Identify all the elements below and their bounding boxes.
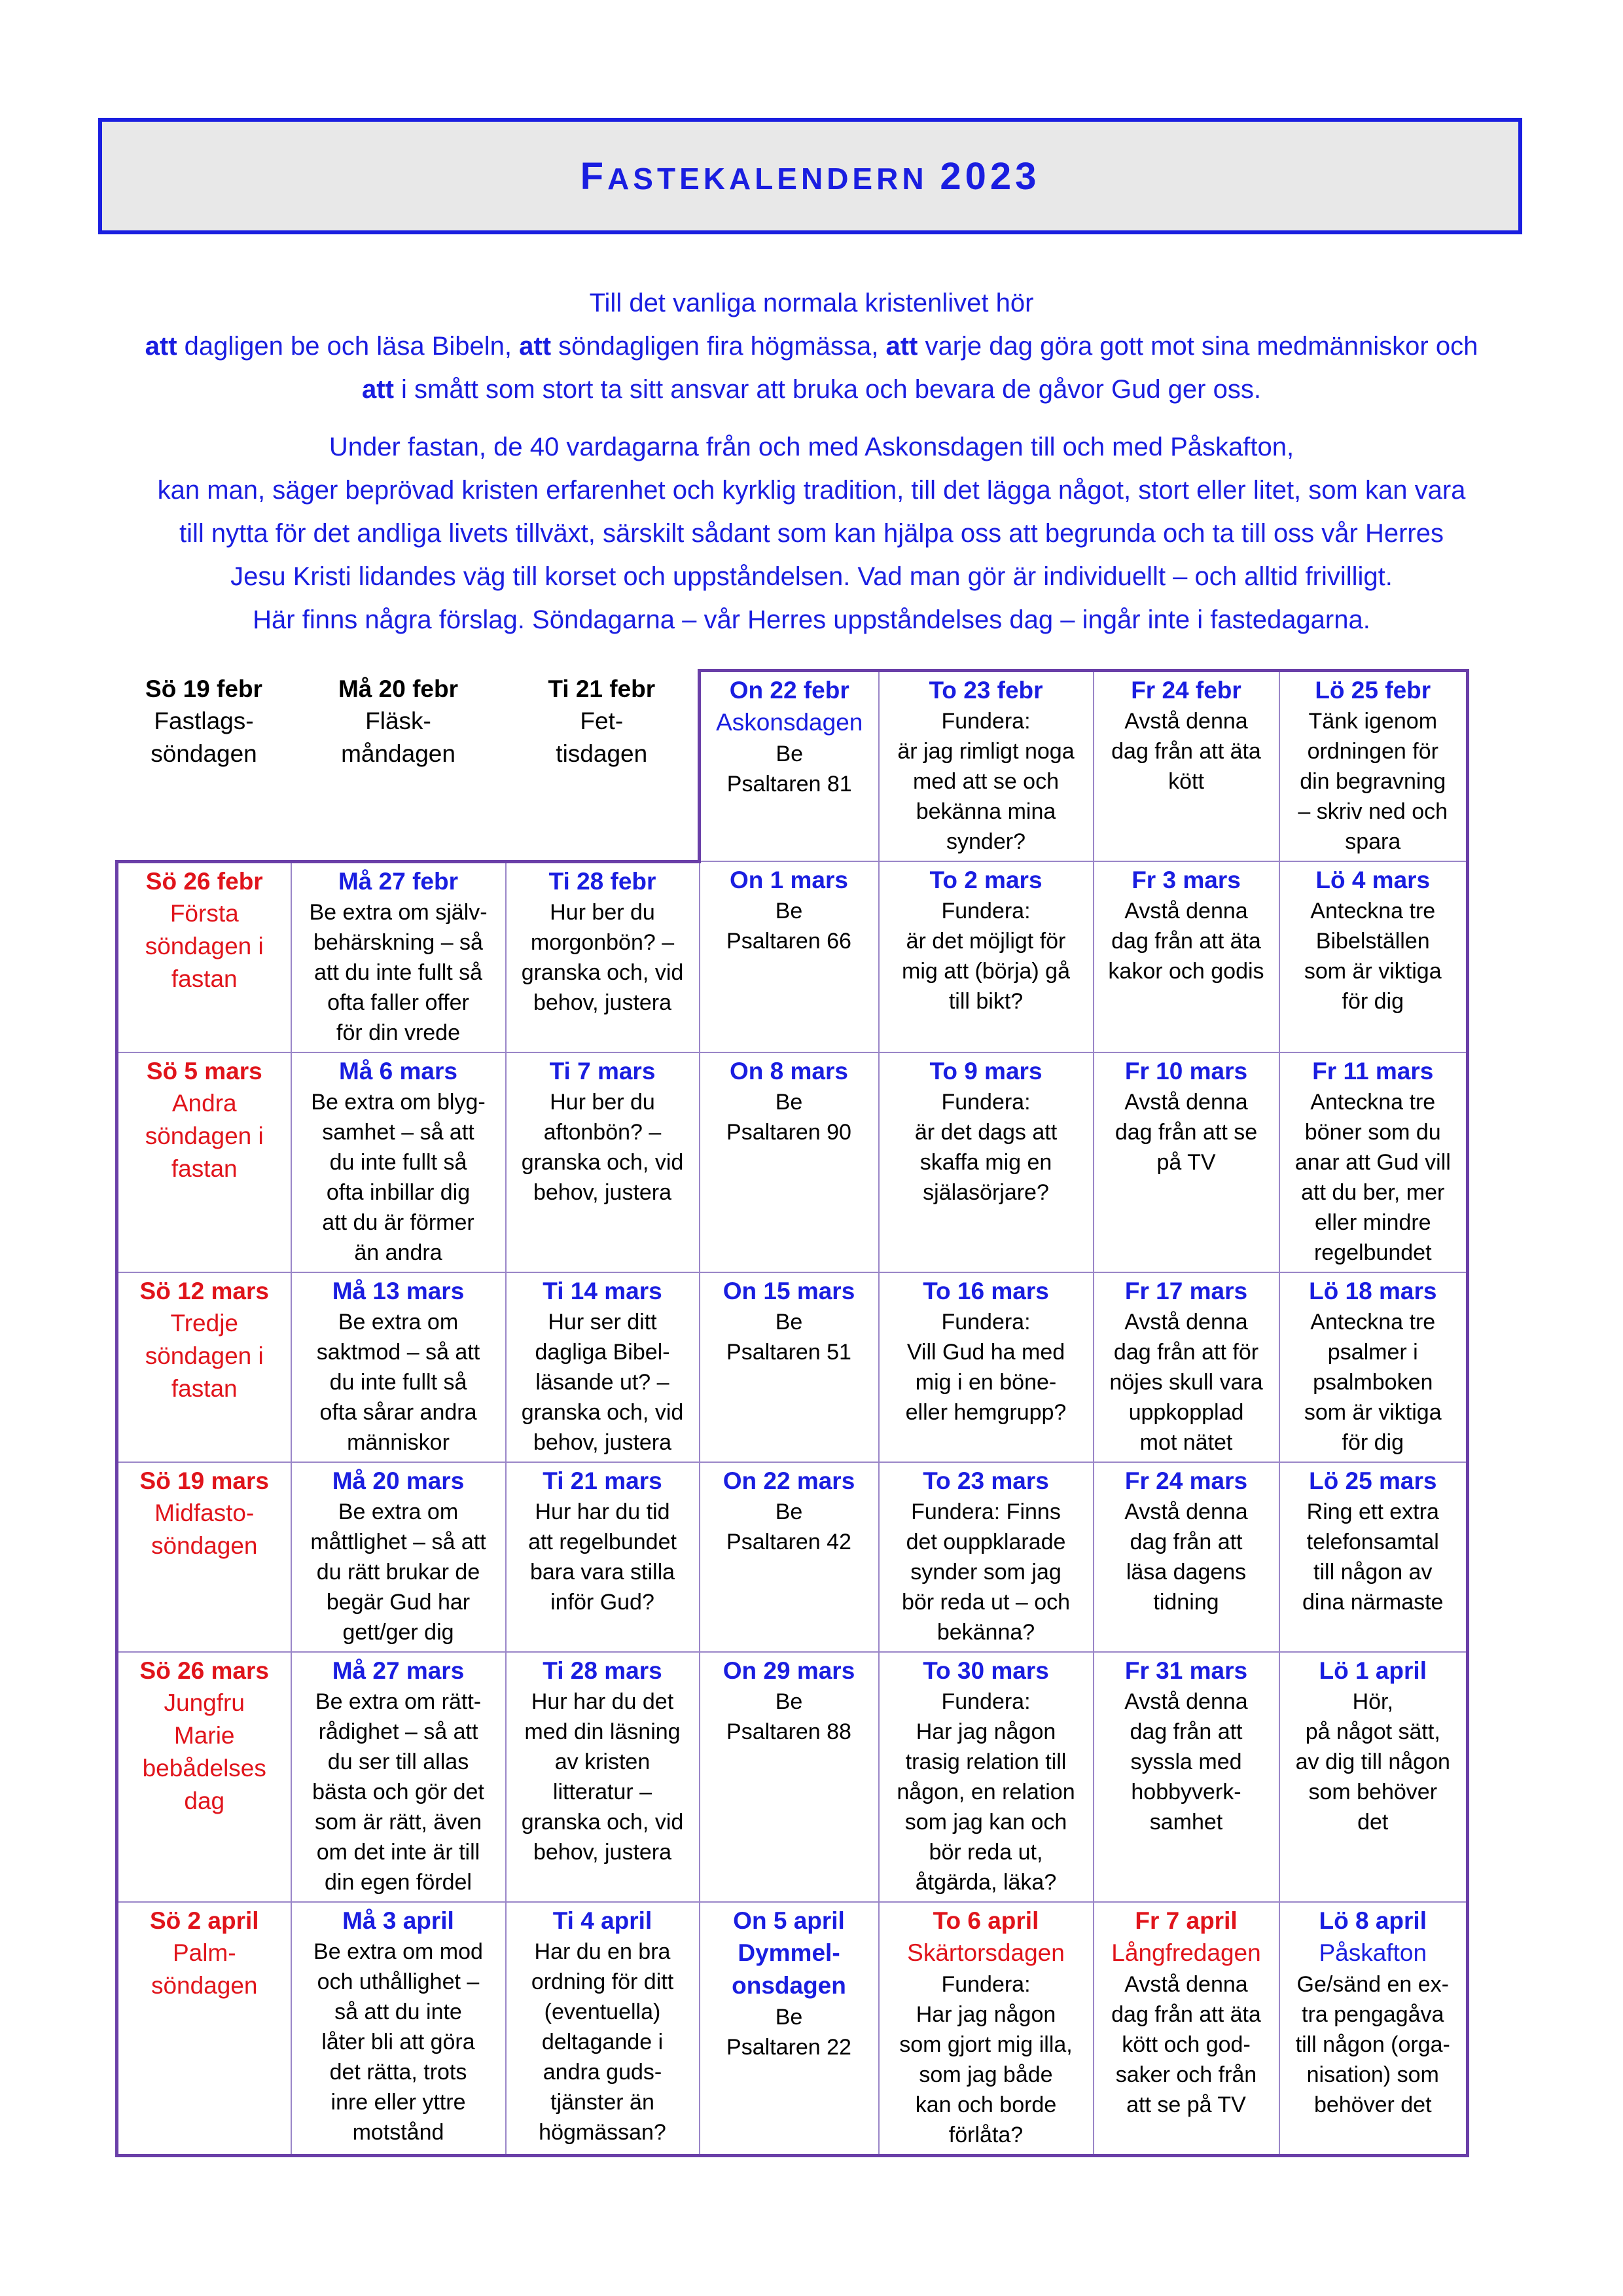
day-cell-mon: [291, 1272, 506, 1462]
day-cell-sat: [1279, 1272, 1468, 1462]
day-date: Sö 12 mars: [139, 1277, 269, 1304]
cell-text: Avstå denna dag från att läsa dagens tidning: [1124, 1499, 1248, 1615]
day-cell-wed: [700, 671, 879, 862]
cell-text: Palm- söndagen: [151, 1939, 258, 1999]
cell-text: Ring ett extra telefonsamtal till någon av dina närmaste: [1302, 1499, 1444, 1615]
cell-text: Fläsk- måndagen: [341, 707, 455, 767]
cell-text: Hur ber du morgonbön? – granska och, vid behov, justera: [521, 899, 684, 1015]
day-cell-tue: [506, 861, 700, 1052]
day-cell-fri: [1094, 1052, 1279, 1272]
week-row: [117, 1272, 1468, 1462]
intro-paragraph-2: Under fastan, de 40 vardagarna från och med Askonsdagen till och med Påskafton, kan man, säger beprövad kristen erfarenhet och kyrklig tradition, till det lägga något, stort eller litet, som kan vara till nytta för det andliga livets tillväxt, särskilt sådant som kan hjälpa oss att begrunda och ta till oss vår Herres Jesu Kristi lidandes väg till korset och uppståndelsen. Vad man gör är individuellt – och alltid frivilligt. Här finns några förslag. Söndagarna – vår Herres uppståndelses dag – ingår inte i fastedagarna.: [157, 433, 1466, 634]
day-date: Sö 5 mars: [146, 1057, 262, 1085]
day-date: Må 6 mars: [339, 1057, 457, 1085]
cell-text: Be extra om måttlighet – så att du rätt brukar de begär Gud har gett/ger dig: [310, 1499, 486, 1645]
day-date: Må 27 mars: [332, 1657, 465, 1684]
day-subtitle: Påskafton: [1319, 1939, 1427, 1966]
day-cell-thu: [879, 671, 1094, 862]
cell-text: Avstå denna dag från att syssla med hobbyverk- samhet: [1124, 1689, 1248, 1835]
day-cell-mon: [291, 861, 506, 1052]
day-cell-wed: [700, 861, 879, 1052]
day-date: Må 27 febr: [338, 867, 458, 895]
day-date: On 8 mars: [730, 1057, 848, 1085]
cell-text: Hur ber du aftonbön? – granska och, vid behov, justera: [521, 1089, 684, 1205]
intro-paragraph-1: Till det vanliga normala kristenlivet hör att dagligen be och läsa Bibeln, att söndagligen fira högmässa, att varje dag göra gott mot sina medmänniskor och att i smått som stort ta sitt ansvar att bruka och bevara de gåvor Gud ger oss.: [145, 289, 1478, 404]
day-subtitle: Skärtorsdagen: [907, 1939, 1065, 1966]
day-date: Lö 25 mars: [1309, 1467, 1437, 1494]
day-cell-tue: [506, 1462, 700, 1652]
day-date: Ti 4 april: [552, 1907, 652, 1934]
cell-text: Avstå denna dag från att se på TV: [1115, 1089, 1258, 1175]
cell-text: Tredje söndagen i fastan: [145, 1309, 264, 1402]
cell-text: Be Psaltaren 22: [726, 2004, 851, 2060]
day-date: Ti 14 mars: [543, 1277, 662, 1304]
cell-text: Anteckna tre Bibelställen som är viktiga för dig: [1304, 899, 1442, 1014]
cell-text: Tänk igenom ordningen för din begravning – skriv ned och spara: [1298, 709, 1448, 854]
cell-text: Fundera: Har jag någon trasig relation till någon, en relation som jag kan och bör reda ut, åtgärda, läka?: [897, 1689, 1075, 1895]
day-cell-sat: [1279, 1052, 1468, 1272]
day-date: Må 20 febr: [338, 675, 458, 702]
day-date: Må 20 mars: [332, 1467, 465, 1494]
day-date: To 23 mars: [923, 1467, 1049, 1494]
day-cell-fri: [1094, 1272, 1279, 1462]
cell-text: Jungfru Marie bebådelses dag: [142, 1689, 266, 1814]
day-date: To 30 mars: [923, 1657, 1049, 1684]
cell-text: Fundera: Finns det ouppklarade synder som jag bör reda ut – och bekänna?: [901, 1499, 1071, 1645]
cell-text: Hur har du tid att regelbundet bara vara stilla inför Gud?: [528, 1499, 677, 1615]
cell-text: Fundera: är jag rimligt noga med att se och bekänna mina synder?: [897, 709, 1075, 854]
day-cell-sun: [117, 671, 291, 862]
day-date: On 22 febr: [729, 677, 849, 704]
day-date: Må 13 mars: [332, 1277, 465, 1304]
day-cell-sat: [1279, 1462, 1468, 1652]
day-cell-sat: [1279, 671, 1468, 862]
title-box: [98, 118, 1522, 234]
day-cell-sat: [1279, 1652, 1468, 1902]
cell-text: Hur ser ditt dagliga Bibel- läsande ut? – granska och, vid behov, justera: [521, 1309, 684, 1455]
day-cell-thu: [879, 1272, 1094, 1462]
day-date: Lö 4 mars: [1315, 867, 1431, 893]
day-date: Fr 10 mars: [1124, 1057, 1248, 1085]
week-row: [117, 1652, 1468, 1902]
cell-text: Har du en bra ordning för ditt (eventuella) deltagande i andra guds- tjänster än högmässan?: [531, 1939, 674, 2145]
day-date: To 23 febr: [929, 677, 1043, 704]
cell-text: Be Psaltaren 81: [726, 742, 852, 797]
cell-text: Be Psaltaren 66: [726, 899, 851, 954]
day-date: Lö 1 april: [1319, 1657, 1427, 1684]
cell-text: Be Psaltaren 42: [726, 1499, 851, 1554]
cell-text: Fundera: Vill Gud ha med mig i en böne- eller hemgrupp?: [905, 1309, 1067, 1425]
day-subtitle: Dymmel- onsdagen: [732, 1939, 846, 1999]
day-cell-sat: [1279, 1902, 1468, 2156]
week-row: [117, 1462, 1468, 1652]
day-date: Fr 7 april: [1135, 1907, 1238, 1934]
cell-text: Be extra om rätt- rådighet – så att du ser till allas bästa och gör det som är rätt, även om det inte är till din egen fördel: [312, 1689, 484, 1895]
day-cell-sun: [117, 1652, 291, 1902]
cell-text: Avstå denna dag från att för nöjes skull vara uppkopplad mot nätet: [1109, 1309, 1263, 1455]
day-cell-fri: [1094, 861, 1279, 1052]
cell-text: Anteckna tre böner som du anar att Gud vill att du ber, mer eller mindre regelbundet: [1294, 1089, 1451, 1265]
day-cell-fri: [1094, 1652, 1279, 1902]
day-cell-sun: [117, 1272, 291, 1462]
day-date: Fr 24 mars: [1124, 1467, 1248, 1494]
cell-text: Be Psaltaren 90: [726, 1089, 851, 1145]
day-date: Lö 18 mars: [1309, 1277, 1437, 1304]
cell-text: Be extra om blyg- samhet – så att du inte fullt så ofta inbillar dig att du är förmer än andra: [311, 1089, 486, 1265]
day-subtitle: Askonsdagen: [716, 709, 863, 736]
day-date: On 5 april: [733, 1907, 845, 1934]
day-date: Fr 17 mars: [1124, 1277, 1248, 1304]
day-cell-tue: [506, 1652, 700, 1902]
day-date: Må 3 april: [342, 1907, 454, 1934]
day-cell-thu: [879, 1902, 1094, 2156]
cell-text: Hör, på något sätt, av dig till någon som behöver det: [1295, 1689, 1450, 1835]
week-row: [117, 1052, 1468, 1272]
cell-text: Fastlags- söndagen: [151, 707, 257, 767]
cell-text: Avstå denna dag från att äta kött och god- saker och från att se på TV: [1111, 1971, 1261, 2117]
day-date: To 9 mars: [929, 1057, 1043, 1085]
cell-text: Be Psaltaren 51: [726, 1309, 851, 1365]
day-date: To 2 mars: [929, 867, 1043, 893]
day-date: Ti 28 mars: [543, 1657, 662, 1684]
day-cell-wed: [700, 1652, 879, 1902]
day-date: Fr 3 mars: [1132, 867, 1241, 893]
day-date: Lö 8 april: [1319, 1907, 1427, 1934]
cell-text: Andra söndagen i fastan: [145, 1089, 264, 1182]
cell-text: Fundera: är det dags att skaffa mig en själasörjare?: [914, 1089, 1058, 1205]
day-cell-thu: [879, 1652, 1094, 1902]
day-cell-fri: [1094, 1902, 1279, 2156]
day-date: Ti 28 febr: [548, 867, 656, 895]
cell-text: Be Psaltaren 88: [726, 1689, 851, 1744]
day-date: Fr 24 febr: [1131, 677, 1241, 704]
day-cell-mon: [291, 1652, 506, 1902]
cell-text: Fundera: Har jag någon som gjort mig illa, som jag både kan och borde förlåta?: [899, 1971, 1073, 2147]
day-date: Fr 31 mars: [1124, 1657, 1248, 1684]
cell-text: Hur har du det med din läsning av kristen litteratur – granska och, vid behov, justera: [521, 1689, 684, 1865]
cell-text: Fundera: är det möjligt för mig att (börja) gå till bikt?: [902, 899, 1070, 1014]
day-cell-mon: [291, 1052, 506, 1272]
day-cell-mon: [291, 1462, 506, 1652]
cell-text: Midfasto- söndagen: [151, 1499, 258, 1559]
cell-text: Avstå denna dag från att äta kakor och godis: [1108, 899, 1264, 984]
cell-text: Anteckna tre psalmer i psalmboken som är viktiga för dig: [1304, 1309, 1442, 1455]
day-date: Sö 19 mars: [139, 1467, 269, 1494]
day-date: Ti 21 febr: [548, 675, 656, 702]
day-date: To 6 april: [933, 1907, 1039, 1934]
day-cell-wed: [700, 1052, 879, 1272]
cell-text: Fet- tisdagen: [556, 707, 648, 767]
day-subtitle: Långfredagen: [1111, 1939, 1261, 1966]
day-cell-sun: [117, 1052, 291, 1272]
day-date: Ti 21 mars: [543, 1467, 662, 1494]
day-cell-tue: [506, 671, 700, 862]
week-row: [117, 861, 1468, 1052]
cell-text: Ge/sänd en ex- tra pengagåva till någon (orga- nisation) som behöver det: [1295, 1971, 1450, 2117]
day-cell-wed: [700, 1902, 879, 2156]
day-cell-sun: [117, 861, 291, 1052]
day-cell-thu: [879, 1462, 1094, 1652]
day-cell-tue: [506, 1902, 700, 2156]
day-cell-mon: [291, 671, 506, 862]
week-row: [117, 1902, 1468, 2156]
day-date: Sö 19 febr: [145, 675, 262, 702]
day-date: Ti 7 mars: [549, 1057, 656, 1085]
cell-text: Be extra om saktmod – så att du inte fullt så ofta sårar andra människor: [316, 1309, 480, 1455]
day-cell-thu: [879, 1052, 1094, 1272]
day-cell-thu: [879, 861, 1094, 1052]
page-title: FASTEKALENDERN 2023: [580, 154, 1041, 198]
day-date: Lö 25 febr: [1315, 677, 1431, 704]
day-cell-mon: [291, 1902, 506, 2156]
day-cell-sun: [117, 1902, 291, 2156]
day-cell-wed: [700, 1272, 879, 1462]
day-cell-tue: [506, 1272, 700, 1462]
day-cell-sat: [1279, 861, 1468, 1052]
day-cell-wed: [700, 1462, 879, 1652]
day-date: On 1 mars: [730, 867, 848, 893]
day-date: To 16 mars: [923, 1277, 1049, 1304]
day-cell-fri: [1094, 1462, 1279, 1652]
lent-calendar-table: [115, 669, 1469, 2157]
day-cell-tue: [506, 1052, 700, 1272]
day-date: Sö 26 mars: [139, 1657, 269, 1684]
day-date: Sö 2 april: [149, 1907, 259, 1934]
cell-text: Första söndagen i fastan: [145, 899, 264, 992]
day-date: Fr 11 mars: [1312, 1057, 1434, 1085]
day-date: Sö 26 febr: [145, 867, 263, 895]
day-cell-fri: [1094, 671, 1279, 862]
day-date: On 15 mars: [722, 1277, 855, 1304]
cell-text: Avstå denna dag från att äta kött: [1111, 709, 1261, 794]
day-date: On 29 mars: [722, 1657, 855, 1684]
day-date: On 22 mars: [722, 1467, 855, 1494]
day-cell-sun: [117, 1462, 291, 1652]
week-row: [117, 671, 1468, 862]
cell-text: Be extra om mod och uthållighet – så att du inte låter bli att göra det rätta, trots inre eller yttre motstånd: [313, 1939, 483, 2145]
cell-text: Be extra om själv- behärskning – så att du inte fullt så ofta faller offer för din vrede: [309, 899, 488, 1045]
